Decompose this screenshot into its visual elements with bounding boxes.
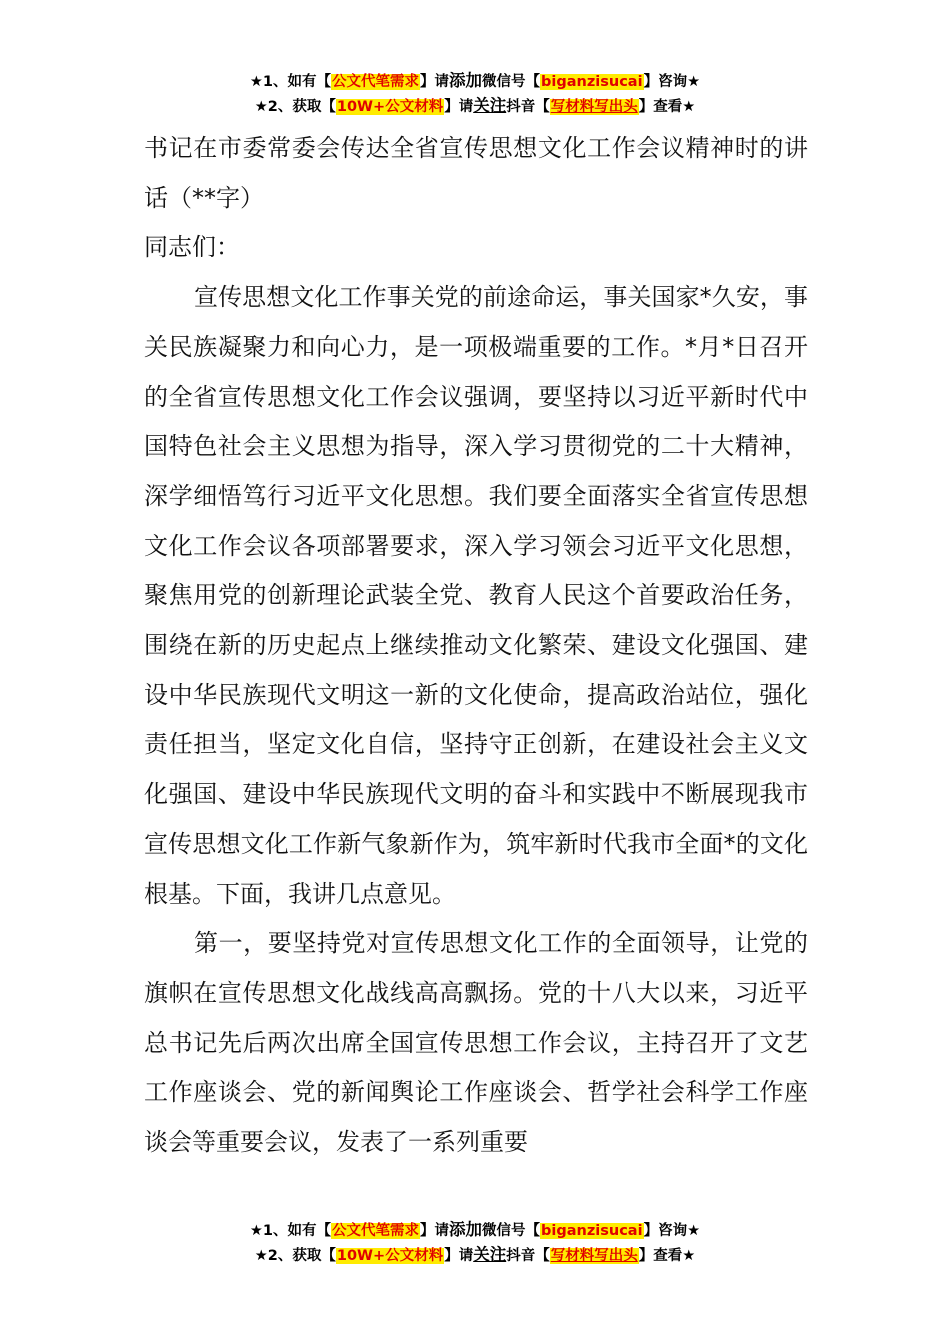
body-paragraph-first-point: 第一，要坚持党对宣传思想文化工作的全面领导，让党的旗帜在宣传思想文化战线高高飘扬。党的十八大以来，习近平总书记先后两次出席全国宣传思想工作会议，主持召开了文艺工作座谈会、党的新闻舆论工作座谈会、哲学社会科学工作座谈会等重要会议，发表了一系列重要 <box>144 929 808 1157</box>
promo-service-highlight: 公文代笔需求 <box>332 1223 420 1239</box>
promo-line-2-mid2: 抖音【 <box>506 1248 550 1264</box>
top-promo-banner <box>0 69 950 119</box>
promo-line-2-suffix: 】查看★ <box>638 99 696 115</box>
promo-line-1-suffix: 】咨询★ <box>643 74 701 90</box>
bottom-promo-banner <box>0 1218 950 1268</box>
promo-line-2-prefix: ★2、获取【 <box>254 1248 336 1264</box>
promo-line-1-mid: 】请 <box>420 1223 450 1239</box>
promo-line-2-mid2: 抖音【 <box>506 99 550 115</box>
promo-line-2 <box>0 1243 950 1268</box>
promo-follow-keyword: 关注 <box>473 1245 507 1264</box>
promo-line-2-mid: 】请 <box>444 1248 474 1264</box>
promo-wechat-id: biganzisucai <box>541 74 643 90</box>
promo-line-1-suffix: 】咨询★ <box>643 1223 701 1239</box>
promo-line-1-prefix: ★1、如有【 <box>249 1223 332 1239</box>
promo-materials-highlight: 10W+公文材料 <box>336 99 444 115</box>
promo-materials-highlight: 10W+公文材料 <box>336 1248 444 1264</box>
promo-line-1 <box>0 69 950 94</box>
promo-douyin-account: 写材料写出头 <box>550 1248 638 1264</box>
promo-line-1-mid2: 微信号【 <box>482 74 541 90</box>
promo-douyin-account: 写材料写出头 <box>550 99 638 115</box>
promo-wechat-id: biganzisucai <box>541 1223 643 1239</box>
promo-line-2-mid: 】请 <box>444 99 474 115</box>
promo-line-2 <box>0 94 950 119</box>
promo-add-keyword: 添加 <box>449 1220 483 1239</box>
promo-line-2-suffix: 】查看★ <box>638 1248 696 1264</box>
promo-line-1-mid2: 微信号【 <box>482 1223 541 1239</box>
promo-line-2-prefix: ★2、获取【 <box>254 99 336 115</box>
promo-line-1-prefix: ★1、如有【 <box>249 74 332 90</box>
promo-follow-keyword: 关注 <box>473 96 507 115</box>
promo-add-keyword: 添加 <box>449 71 483 90</box>
document-body <box>144 124 808 1168</box>
promo-line-1-mid: 】请 <box>420 74 450 90</box>
promo-line-1 <box>0 1218 950 1243</box>
document-title: 书记在市委常委会传达全省宣传思想文化工作会议精神时的讲话（**字） <box>144 134 808 212</box>
salutation: 同志们： <box>144 233 240 262</box>
body-paragraph-intro: 宣传思想文化工作事关党的前途命运，事关国家*久安，事关民族凝聚力和向心力，是一项极端重要的工作。*月*日召开的全省宣传思想文化工作会议强调，要坚持以习近平新时代中国特色社会主义思想为指导，深入学习贯彻党的二十大精神，深学细悟笃行习近平文化思想。我们要全面落实全省宣传思想文化工作会议各项部署要求，深入学习领会习近平文化思想，聚焦用党的创新理论武装全党、教育人民这个首要政治任务，围绕在新的历史起点上继续推动文化繁荣、建设文化强国、建设中华民族现代文明这一新的文化使命，提高政治站位，强化责任担当，坚定文化自信，坚持守正创新，在建设社会主义文化强国、建设中华民族现代文明的奋斗和实践中不断展现我市宣传思想文化工作新气象新作为，筑牢新时代我市全面*的文化根基。下面，我讲几点意见。 <box>144 283 808 908</box>
promo-service-highlight: 公文代笔需求 <box>332 74 420 90</box>
